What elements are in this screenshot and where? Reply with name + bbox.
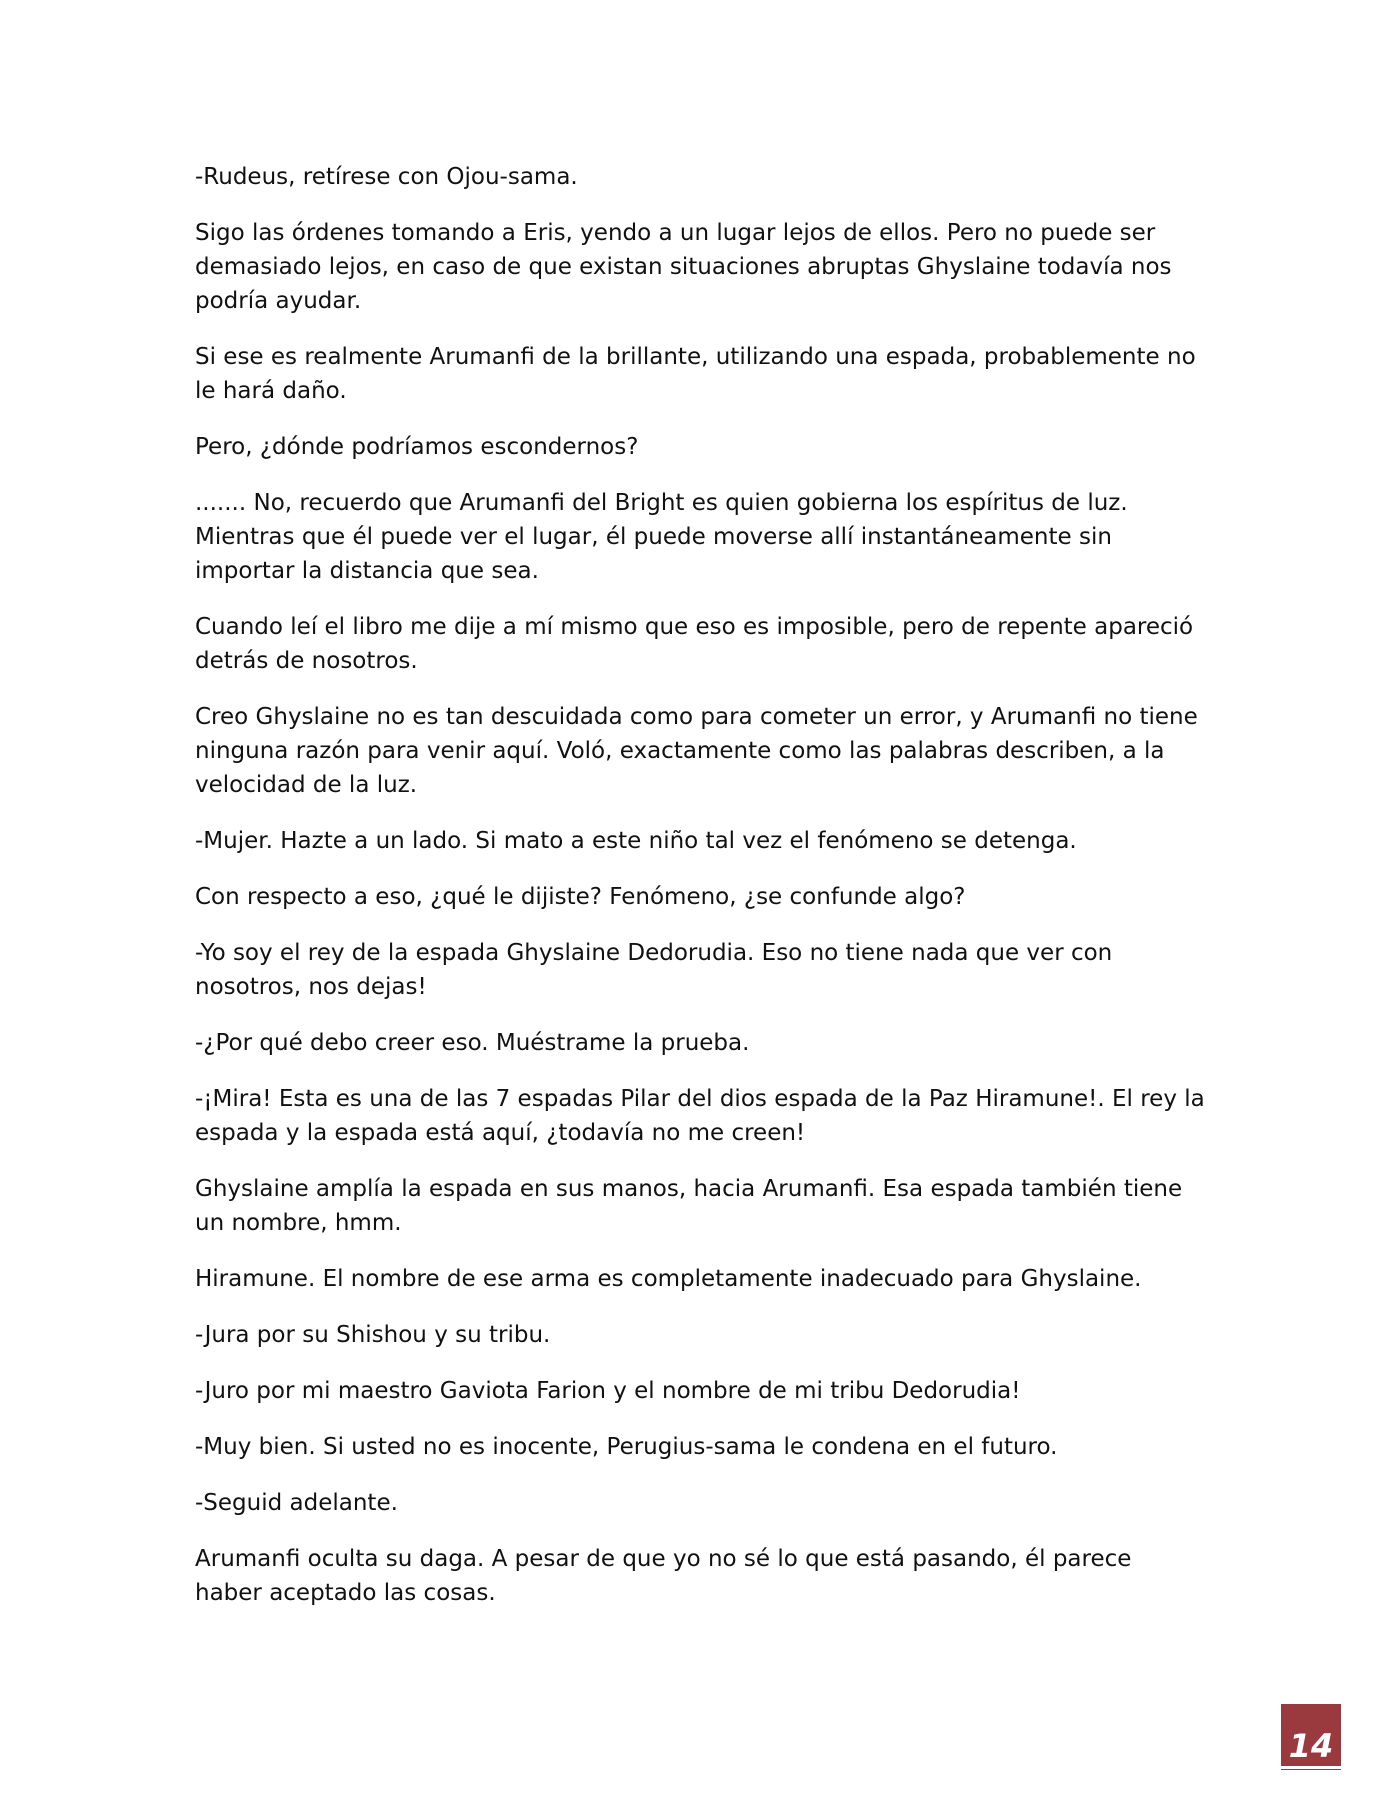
paragraph: -Juro por mi maestro Gaviota Farion y el nombre de mi tribu Dedorudia! <box>195 1378 1021 1404</box>
paragraph: Arumanfi oculta su daga. A pesar de que yo no sé lo que está pasando, él parece haber aceptado las cosas. <box>195 1546 1132 1606</box>
paragraph: Si ese es realmente Arumanfi de la brillante, utilizando una espada, probablemente no le hará daño. <box>195 344 1196 404</box>
paragraph: Creo Ghyslaine no es tan descuidada como para cometer un error, y Arumanfi no tiene ninguna razón para venir aquí. Voló, exactamente como las palabras describen, a la velocidad de la luz. <box>195 704 1198 798</box>
paragraph: ....... No, recuerdo que Arumanfi del Bright es quien gobierna los espíritus de luz. Mientras que él puede ver el lugar, él puede moverse allí instantáneamente sin importar la distancia que sea. <box>195 490 1128 584</box>
page-number: 14 <box>1288 1727 1334 1765</box>
paragraph: Cuando leí el libro me dije a mí mismo que eso es imposible, pero de repente apareció detrás de nosotros. <box>195 614 1194 674</box>
paragraph: -¡Mira! Esta es una de las 7 espadas Pilar del dios espada de la Paz Hiramune!. El rey la espada y la espada está aquí, ¿todavía no me creen! <box>195 1086 1205 1146</box>
paragraph: -Seguid adelante. <box>195 1490 398 1516</box>
body-text <box>195 160 1205 1632</box>
paragraph: -Rudeus, retírese con Ojou-sama. <box>195 164 578 190</box>
paragraph: Pero, ¿dónde podríamos escondernos? <box>195 434 639 460</box>
paragraph: Hiramune. El nombre de ese arma es completamente inadecuado para Ghyslaine. <box>195 1266 1142 1292</box>
paragraph: -Yo soy el rey de la espada Ghyslaine Dedorudia. Eso no tiene nada que ver con nosotros, nos dejas! <box>195 940 1113 1000</box>
paragraph: Ghyslaine amplía la espada en sus manos, hacia Arumanfi. Esa espada también tiene un nombre, hmm. <box>195 1176 1183 1236</box>
paragraph: Sigo las órdenes tomando a Eris, yendo a un lugar lejos de ellos. Pero no puede ser demasiado lejos, en caso de que existan situaciones abruptas Ghyslaine todavía nos podría ayudar. <box>195 220 1172 314</box>
page-number-underline <box>1281 1766 1341 1769</box>
page-number-badge <box>1281 1704 1341 1770</box>
paragraph: -Mujer. Hazte a un lado. Si mato a este niño tal vez el fenómeno se detenga. <box>195 828 1077 854</box>
paragraph: -Jura por su Shishou y su tribu. <box>195 1322 551 1348</box>
paragraph: Con respecto a eso, ¿qué le dijiste? Fenómeno, ¿se confunde algo? <box>195 884 966 910</box>
paragraph: -Muy bien. Si usted no es inocente, Perugius-sama le condena en el futuro. <box>195 1434 1058 1460</box>
paragraph: -¿Por qué debo creer eso. Muéstrame la prueba. <box>195 1030 750 1056</box>
